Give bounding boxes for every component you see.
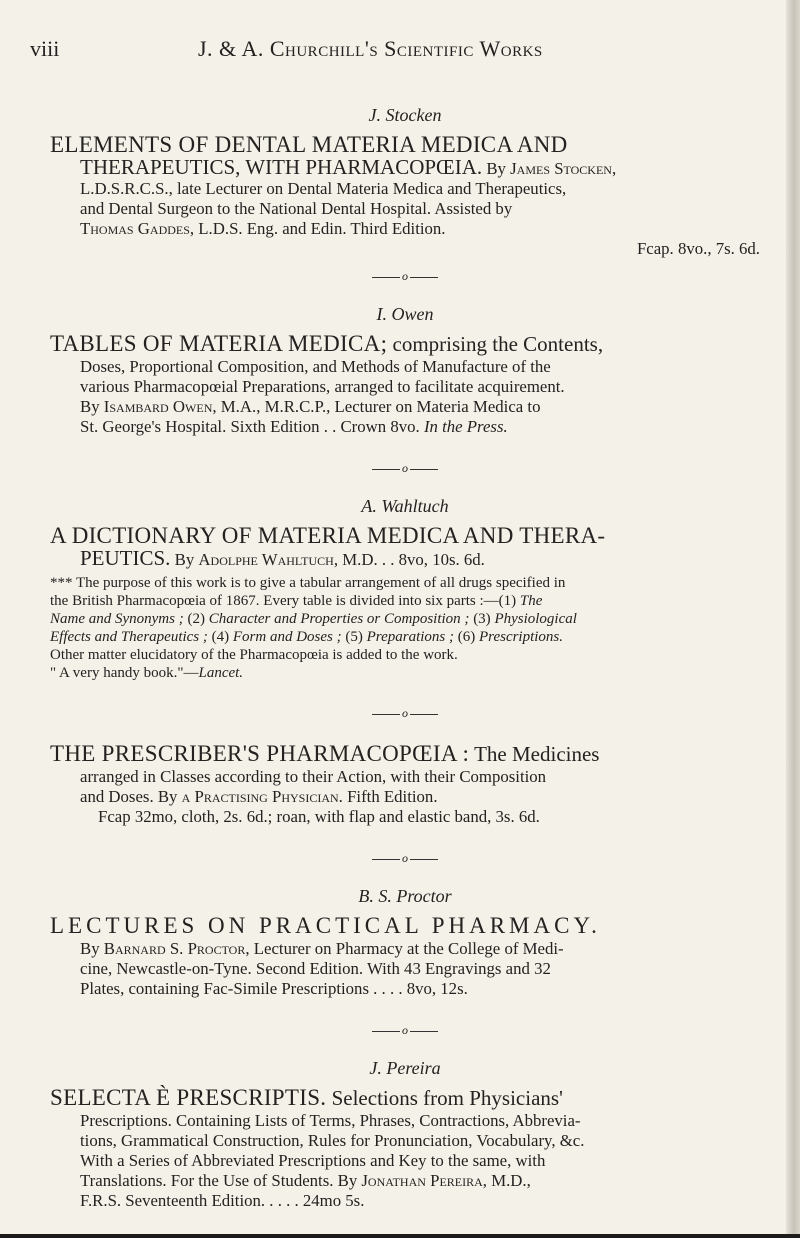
author-heading: I. Owen — [376, 304, 434, 324]
running-head: J. & A. Churchill's Scientific Works — [198, 36, 543, 61]
entry-proctor — [50, 886, 760, 1038]
entry-description: THERAPEUTICS, WITH PHARMACOPŒIA. By James Stocken, L.D.S.R.C.S., late Lecturer on Dental Materia Medica and Therapeutics, and Dental Surgeon to the National Dental Hospital. Assisted by Thomas Gaddes, L.D.S. Eng. and Edin. Third Edition. — [80, 155, 617, 238]
ornament-divider: o — [50, 461, 760, 476]
author-heading: B. S. Proctor — [358, 886, 452, 906]
entry-description: PEUTICS. By Adolphe Wahltuch, M.D. . . 8vo, 10s. 6d. — [80, 546, 485, 570]
entry-note: *** The purpose of this work is to give a tabular arrangement of all drugs specified in the British Pharmacopœia of 1867. Every table is divided into six parts :—(1) The Name and Synonyms ; (2) Character and Properties or Composition ; (3) Physiological Effects and Therapeutics ; (4) Form and Doses ; (5) Preparations ; (6) Prescriptions. Other matter elucidatory of the Pharmacopœia is added to the work. " A very handy book."—Lancet. — [50, 575, 577, 681]
entry-pereira — [50, 1058, 760, 1211]
ornament-divider: o — [50, 851, 760, 866]
entry-description: Prescriptions. Containing Lists of Terms, Phrases, Contractions, Abbrevia- tions, Grammatical Construction, Rules for Pronunciation, Vocabulary, &c. With a Series of Abbreviated Prescriptions and Key to the same, with Translations. For the Use of Students. By Jonathan Pereira, M.D., F.R.S. Seventeenth Edition. . . . . 24mo 5s. — [80, 1111, 585, 1210]
entry-prescribers-pharmacopoeia — [50, 741, 760, 866]
entry-title: A DICTIONARY OF MATERIA MEDICA AND THERA- — [50, 523, 606, 548]
entry-title: LECTURES ON PRACTICAL PHARMACY. — [50, 913, 601, 938]
entry-description: By Barnard S. Proctor, Lecturer on Pharmacy at the College of Medi- cine, Newcastle-on-Tyne. Second Edition. With 43 Engravings and 32 Plates, containing Fac-Simile Prescriptions . . . . 8vo, 12s. — [80, 939, 564, 998]
entry-stocken — [50, 105, 760, 284]
entry-title: TABLES OF MATERIA MEDICA; comprising the Contents, — [50, 331, 604, 356]
entry-wahltuch — [50, 496, 760, 721]
entry-description: arranged in Classes according to their Action, with their Composition and Doses. By a Practising Physician. Fifth Edition. — [80, 767, 547, 806]
ornament-divider: o — [50, 1023, 760, 1038]
entry-description: Doses, Proportional Composition, and Methods of Manufacture of the various Pharmacopœial Preparations, arranged to facilitate acquirement. By Isambard Owen, M.A., M.R.C.P., Lecturer on Materia Medica to St. George's Hospital. Sixth Edition . . Crown 8vo. In the Press. — [80, 357, 565, 436]
ornament-divider: o — [50, 706, 760, 721]
author-heading: A. Wahltuch — [361, 496, 449, 516]
page-edge — [786, 0, 800, 1238]
author-heading: J. Stocken — [368, 105, 442, 125]
entry-title: ELEMENTS OF DENTAL MATERIA MEDICA AND — [50, 132, 568, 157]
author-heading: J. Pereira — [369, 1058, 441, 1078]
catalogue-content — [50, 105, 760, 1211]
ornament-divider: o — [50, 269, 760, 284]
page-bottom-edge — [0, 1234, 800, 1238]
entry-price: Fcap. 8vo., 7s. 6d. — [636, 239, 760, 258]
page-number: viii — [30, 36, 60, 61]
entry-title: THE PRESCRIBER'S PHARMACOPŒIA : The Medicines — [50, 741, 600, 766]
entry-title: SELECTA È PRESCRIPTIS. Selections from Physicians' — [50, 1085, 563, 1110]
entry-owen — [50, 304, 760, 476]
page-header — [30, 36, 770, 66]
entry-price: Fcap 32mo, cloth, 2s. 6d.; roan, with flap and elastic band, 3s. 6d. — [98, 807, 540, 826]
